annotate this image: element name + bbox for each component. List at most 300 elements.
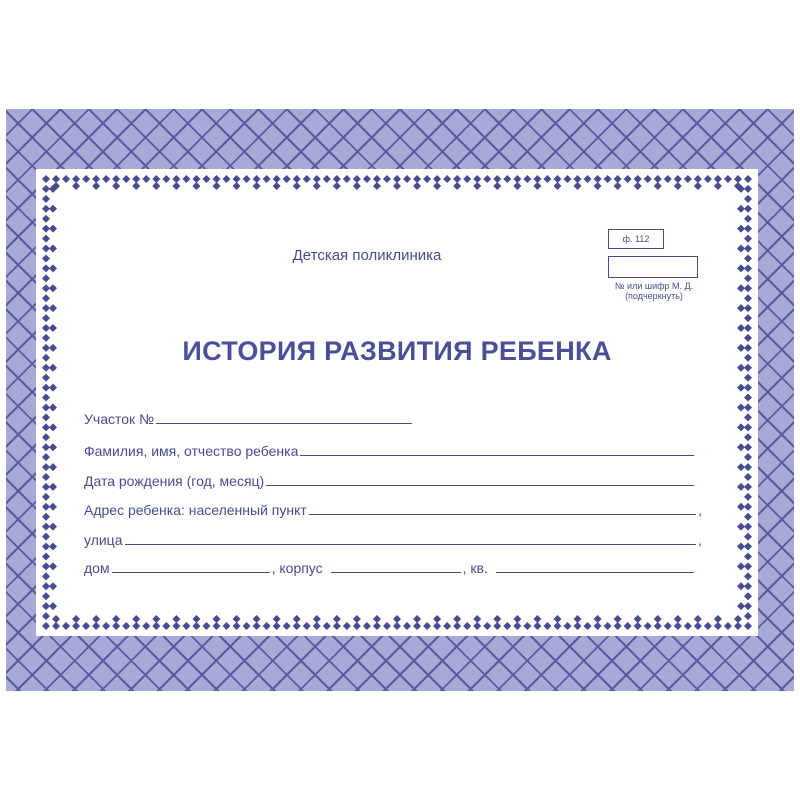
- border-diamond: [714, 615, 722, 623]
- house-label: дом: [84, 560, 110, 576]
- border-diamond: [333, 175, 341, 183]
- border-diamond: [574, 615, 582, 623]
- border-diamond: [744, 453, 752, 461]
- border-diamond: [473, 615, 481, 623]
- border-diamond: [49, 324, 57, 332]
- border-diamond: [744, 513, 752, 521]
- border-diamond: [49, 582, 57, 590]
- border-diamond: [664, 175, 672, 183]
- name-label: Фамилия, имя, отчество ребенка: [84, 443, 299, 459]
- address-comma: ,: [698, 502, 702, 518]
- border-diamond: [72, 615, 80, 623]
- border-diamond: [483, 175, 491, 183]
- border-diamond: [694, 615, 702, 623]
- border-diamond: [734, 175, 742, 183]
- border-diamond: [744, 602, 752, 610]
- border-diamond: [574, 175, 582, 183]
- border-diamond: [433, 182, 441, 190]
- border-diamond: [373, 615, 381, 623]
- border-diamond: [403, 175, 411, 183]
- border-diamond: [744, 622, 752, 630]
- border-diamond: [192, 622, 200, 630]
- border-diamond: [744, 433, 752, 441]
- border-diamond: [433, 622, 441, 630]
- border-diamond: [553, 615, 561, 623]
- border-diamond: [614, 175, 622, 183]
- border-diamond: [323, 622, 331, 630]
- border-diamond: [42, 463, 50, 471]
- border-diamond: [443, 175, 451, 183]
- border-diamond: [744, 264, 752, 272]
- border-diamond: [493, 615, 501, 623]
- border-diamond: [383, 175, 391, 183]
- border-diamond: [72, 175, 80, 183]
- border-diamond: [42, 264, 50, 272]
- form-number: ф. 112: [622, 234, 650, 244]
- building-label: , корпус: [271, 560, 323, 576]
- border-diamond: [132, 615, 140, 623]
- page-title: ИСТОРИЯ РАЗВИТИЯ РЕБЕНКА: [182, 336, 612, 366]
- name-line[interactable]: [300, 454, 694, 456]
- border-diamond: [42, 374, 50, 382]
- border-diamond: [737, 324, 745, 332]
- border-diamond: [42, 443, 50, 451]
- border-diamond: [42, 384, 50, 392]
- border-diamond: [513, 622, 521, 630]
- border-diamond: [373, 175, 381, 183]
- border-diamond: [533, 182, 541, 190]
- border-diamond: [182, 175, 190, 183]
- border-diamond: [42, 205, 50, 213]
- address-line[interactable]: [309, 513, 696, 515]
- border-diamond: [543, 622, 551, 630]
- border-diamond: [92, 182, 100, 190]
- border-diamond: [604, 622, 612, 630]
- border-diamond: [52, 622, 60, 630]
- border-diamond: [172, 175, 180, 183]
- border-diamond: [744, 582, 752, 590]
- border-diamond: [333, 615, 341, 623]
- district-row: [84, 409, 414, 427]
- district-line[interactable]: [156, 422, 412, 424]
- border-diamond: [604, 175, 612, 183]
- border-diamond: [62, 175, 70, 183]
- border-diamond: [42, 185, 50, 193]
- border-diamond: [744, 523, 752, 531]
- border-diamond: [393, 175, 401, 183]
- border-diamond: [744, 284, 752, 292]
- border-diamond: [737, 523, 745, 531]
- border-diamond: [634, 182, 642, 190]
- border-diamond: [42, 523, 50, 531]
- border-diamond: [233, 175, 241, 183]
- border-diamond: [744, 205, 752, 213]
- border-diamond: [42, 612, 50, 620]
- border-diamond: [52, 175, 60, 183]
- border-diamond: [42, 175, 50, 183]
- border-diamond: [273, 615, 281, 623]
- border-diamond: [212, 622, 220, 630]
- border-diamond: [353, 175, 361, 183]
- border-diamond: [363, 175, 371, 183]
- border-diamond: [293, 175, 301, 183]
- border-diamond: [49, 602, 57, 610]
- border-diamond: [233, 182, 241, 190]
- border-diamond: [744, 314, 752, 322]
- border-diamond: [82, 175, 90, 183]
- border-diamond: [744, 463, 752, 471]
- border-diamond: [634, 622, 642, 630]
- border-diamond: [737, 582, 745, 590]
- border-diamond: [283, 175, 291, 183]
- border-diamond: [744, 215, 752, 223]
- border-diamond: [162, 175, 170, 183]
- border-diamond: [42, 602, 50, 610]
- border-diamond: [574, 182, 582, 190]
- border-diamond: [223, 622, 231, 630]
- border-diamond: [152, 175, 160, 183]
- form-number-box: [608, 229, 664, 249]
- border-diamond: [614, 182, 622, 190]
- border-diamond: [744, 443, 752, 451]
- border-diamond: [684, 622, 692, 630]
- border-diamond: [533, 175, 541, 183]
- border-diamond: [112, 175, 120, 183]
- border-diamond: [744, 552, 752, 560]
- border-diamond: [614, 615, 622, 623]
- border-diamond: [49, 523, 57, 531]
- border-diamond: [714, 622, 722, 630]
- border-diamond: [453, 622, 461, 630]
- border-diamond: [714, 182, 722, 190]
- border-diamond: [533, 622, 541, 630]
- border-diamond: [42, 552, 50, 560]
- building-line[interactable]: [331, 571, 461, 573]
- border-diamond: [373, 622, 381, 630]
- border-diamond: [744, 304, 752, 312]
- border-diamond: [737, 543, 745, 551]
- border-diamond: [737, 503, 745, 511]
- border-diamond: [493, 175, 501, 183]
- border-diamond: [263, 175, 271, 183]
- border-diamond: [644, 175, 652, 183]
- border-diamond: [273, 182, 281, 190]
- border-diamond: [49, 503, 57, 511]
- border-diamond: [42, 622, 50, 630]
- border-diamond: [744, 543, 752, 551]
- border-diamond: [212, 175, 220, 183]
- border-diamond: [543, 175, 551, 183]
- border-diamond: [49, 384, 57, 392]
- border-diamond: [313, 182, 321, 190]
- border-diamond: [313, 622, 321, 630]
- border-diamond: [674, 622, 682, 630]
- border-diamond: [42, 403, 50, 411]
- border-diamond: [744, 324, 752, 332]
- border-diamond: [594, 175, 602, 183]
- border-diamond: [503, 622, 511, 630]
- border-diamond: [42, 195, 50, 203]
- border-diamond: [614, 622, 622, 630]
- border-diamond: [42, 543, 50, 551]
- border-diamond: [737, 602, 745, 610]
- birth-row: [84, 471, 696, 489]
- border-diamond: [493, 622, 501, 630]
- border-diamond: [42, 215, 50, 223]
- border-diamond: [152, 615, 160, 623]
- border-diamond: [724, 622, 732, 630]
- border-diamond: [644, 622, 652, 630]
- border-diamond: [343, 622, 351, 630]
- border-diamond: [423, 175, 431, 183]
- border-diamond: [42, 274, 50, 282]
- border-diamond: [433, 175, 441, 183]
- border-diamond: [42, 513, 50, 521]
- border-diamond: [373, 182, 381, 190]
- border-diamond: [433, 615, 441, 623]
- border-diamond: [553, 622, 561, 630]
- border-diamond: [42, 423, 50, 431]
- border-diamond: [594, 615, 602, 623]
- border-diamond: [323, 175, 331, 183]
- border-diamond: [49, 205, 57, 213]
- border-diamond: [293, 622, 301, 630]
- border-diamond: [393, 182, 401, 190]
- border-diamond: [533, 615, 541, 623]
- border-diamond: [72, 622, 80, 630]
- border-diamond: [413, 622, 421, 630]
- birth-line[interactable]: [266, 484, 694, 486]
- border-diamond: [42, 413, 50, 421]
- border-diamond: [744, 413, 752, 421]
- border-diamond: [493, 182, 501, 190]
- border-diamond: [523, 175, 531, 183]
- border-diamond: [92, 615, 100, 623]
- border-diamond: [513, 182, 521, 190]
- border-diamond: [737, 284, 745, 292]
- district-label: Участок №: [84, 411, 155, 427]
- border-diamond: [744, 225, 752, 233]
- border-diamond: [737, 304, 745, 312]
- border-diamond: [82, 622, 90, 630]
- border-diamond: [333, 622, 341, 630]
- border-diamond: [594, 622, 602, 630]
- border-diamond: [473, 622, 481, 630]
- border-diamond: [253, 622, 261, 630]
- birth-label: Дата рождения (год, месяц): [84, 473, 265, 489]
- border-diamond: [674, 182, 682, 190]
- border-diamond: [42, 433, 50, 441]
- border-diamond: [243, 175, 251, 183]
- border-diamond: [42, 582, 50, 590]
- border-diamond: [734, 615, 742, 623]
- border-diamond: [122, 622, 130, 630]
- border-diamond: [553, 182, 561, 190]
- border-diamond: [553, 175, 561, 183]
- border-diamond: [737, 423, 745, 431]
- border-diamond: [744, 394, 752, 402]
- border-diamond: [453, 182, 461, 190]
- border-diamond: [42, 483, 50, 491]
- border-diamond: [413, 175, 421, 183]
- border-diamond: [463, 175, 471, 183]
- border-diamond: [343, 175, 351, 183]
- border-diamond: [734, 622, 742, 630]
- border-diamond: [42, 394, 50, 402]
- border-diamond: [383, 622, 391, 630]
- border-diamond: [737, 443, 745, 451]
- border-diamond: [483, 622, 491, 630]
- border-diamond: [273, 622, 281, 630]
- border-diamond: [152, 622, 160, 630]
- border-diamond: [192, 615, 200, 623]
- border-diamond: [42, 314, 50, 322]
- border-diamond: [162, 622, 170, 630]
- border-diamond: [624, 622, 632, 630]
- border-diamond: [744, 195, 752, 203]
- border-diamond: [463, 622, 471, 630]
- border-diamond: [49, 264, 57, 272]
- border-diamond: [42, 503, 50, 511]
- border-diamond: [654, 622, 662, 630]
- name-row: [84, 441, 696, 459]
- border-diamond: [192, 182, 200, 190]
- border-diamond: [303, 175, 311, 183]
- border-diamond: [112, 622, 120, 630]
- border-diamond: [363, 622, 371, 630]
- border-diamond: [744, 562, 752, 570]
- border-diamond: [49, 463, 57, 471]
- border-diamond: [142, 175, 150, 183]
- border-diamond: [62, 622, 70, 630]
- border-diamond: [42, 592, 50, 600]
- border-diamond: [744, 235, 752, 243]
- house-line[interactable]: [112, 571, 270, 573]
- border-diamond: [724, 175, 732, 183]
- border-diamond: [42, 324, 50, 332]
- border-diamond: [473, 175, 481, 183]
- border-diamond: [584, 175, 592, 183]
- border-diamond: [132, 175, 140, 183]
- border-diamond: [42, 572, 50, 580]
- border-diamond: [744, 374, 752, 382]
- border-diamond: [49, 423, 57, 431]
- border-diamond: [42, 294, 50, 302]
- border-diamond: [42, 284, 50, 292]
- border-diamond: [744, 384, 752, 392]
- border-diamond: [49, 304, 57, 312]
- apartment-line[interactable]: [496, 571, 694, 573]
- border-diamond: [49, 562, 57, 570]
- border-diamond: [283, 622, 291, 630]
- border-diamond: [664, 622, 672, 630]
- border-diamond: [714, 175, 722, 183]
- border-diamond: [172, 182, 180, 190]
- border-diamond: [473, 182, 481, 190]
- border-diamond: [92, 175, 100, 183]
- border-diamond: [42, 235, 50, 243]
- form-panel: [36, 169, 758, 636]
- border-diamond: [413, 182, 421, 190]
- border-diamond: [674, 615, 682, 623]
- border-diamond: [92, 622, 100, 630]
- border-diamond: [49, 403, 57, 411]
- border-diamond: [744, 592, 752, 600]
- border-diamond: [684, 175, 692, 183]
- border-diamond: [704, 175, 712, 183]
- border-diamond: [744, 294, 752, 302]
- street-comma: ,: [698, 532, 702, 548]
- border-diamond: [674, 175, 682, 183]
- border-diamond: [223, 175, 231, 183]
- border-diamond: [313, 175, 321, 183]
- street-line[interactable]: [125, 543, 697, 545]
- address-row: [84, 500, 702, 518]
- border-diamond: [49, 225, 57, 233]
- border-diamond: [423, 622, 431, 630]
- house-row: [84, 558, 696, 576]
- border-diamond: [624, 175, 632, 183]
- border-diamond: [737, 403, 745, 411]
- border-diamond: [52, 615, 60, 623]
- border-diamond: [403, 622, 411, 630]
- border-diamond: [737, 562, 745, 570]
- border-diamond: [42, 304, 50, 312]
- border-diamond: [102, 175, 110, 183]
- border-diamond: [212, 615, 220, 623]
- border-diamond: [737, 264, 745, 272]
- border-diamond: [263, 622, 271, 630]
- border-diamond: [273, 175, 281, 183]
- record-code-field[interactable]: [608, 256, 698, 278]
- border-diamond: [744, 612, 752, 620]
- border-diamond: [634, 175, 642, 183]
- border-diamond: [744, 533, 752, 541]
- document-cover: [6, 109, 794, 691]
- border-diamond: [654, 182, 662, 190]
- border-diamond: [523, 622, 531, 630]
- border-diamond: [202, 622, 210, 630]
- border-diamond: [122, 175, 130, 183]
- border-diamond: [737, 463, 745, 471]
- border-diamond: [353, 615, 361, 623]
- border-diamond: [654, 615, 662, 623]
- border-diamond: [353, 182, 361, 190]
- apartment-label: , кв.: [462, 560, 488, 576]
- border-diamond: [744, 483, 752, 491]
- border-diamond: [333, 182, 341, 190]
- street-label: улица: [84, 532, 123, 548]
- border-diamond: [744, 403, 752, 411]
- border-diamond: [594, 182, 602, 190]
- border-diamond: [393, 615, 401, 623]
- border-diamond: [737, 205, 745, 213]
- border-diamond: [293, 615, 301, 623]
- border-diamond: [393, 622, 401, 630]
- border-diamond: [353, 622, 361, 630]
- border-diamond: [49, 284, 57, 292]
- border-diamond: [172, 615, 180, 623]
- border-diamond: [202, 175, 210, 183]
- border-diamond: [744, 185, 752, 193]
- border-diamond: [233, 622, 241, 630]
- border-diamond: [443, 622, 451, 630]
- border-diamond: [152, 182, 160, 190]
- border-diamond: [212, 182, 220, 190]
- border-diamond: [42, 493, 50, 501]
- border-diamond: [744, 572, 752, 580]
- border-diamond: [243, 622, 251, 630]
